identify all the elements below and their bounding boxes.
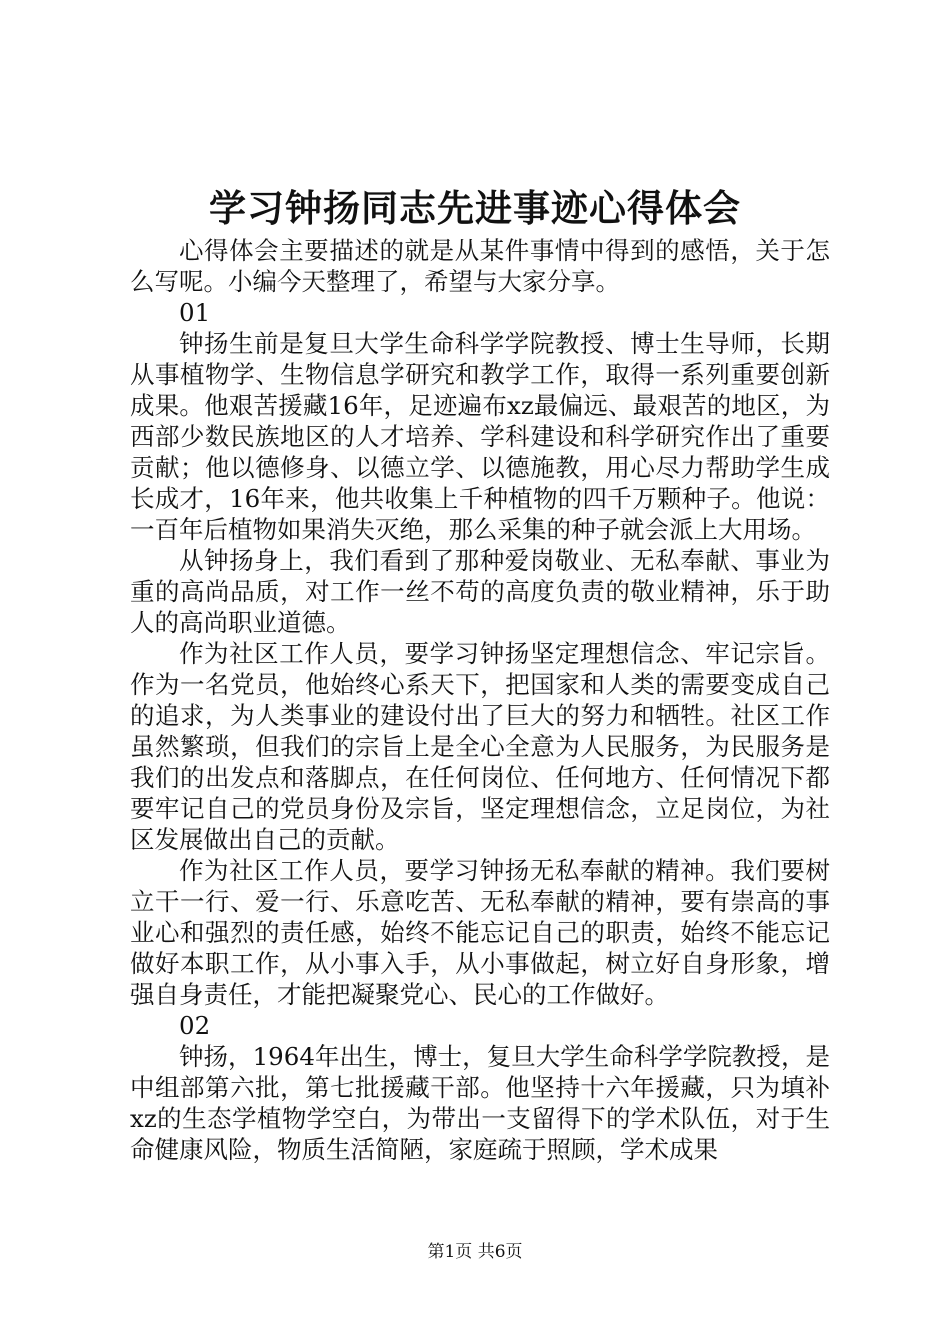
document-body <box>130 235 830 1165</box>
section-number-01: 01 <box>179 298 211 327</box>
paragraph-dedication: 作为社区工作人员，要学习钟扬无私奉献的精神。我们要树立干一行、爱一行、乐意吃苦、无私奉献的精神，要有崇高的事业心和强烈的责任感，始终不能忘记自己的职责，始终不能忘记做好本职工作，从小事入手，从小事做起，树立好自身形象，增强自身责任，才能把凝聚党心、民心的工作做好。 <box>130 856 830 1009</box>
document-title: 学习钟扬同志先进事迹心得体会 <box>209 186 741 230</box>
paragraph-intro: 心得体会主要描述的就是从某件事情中得到的感悟，关于怎么写呢。小编今天整理了，希望与大家分享。 <box>130 236 830 296</box>
page-footer: 第1页 共6页 <box>427 1242 523 1262</box>
paragraph-qualities: 从钟扬身上，我们看到了那种爱岗敬业、无私奉献、事业为重的高尚品质，对工作一丝不苟的高度负责的敬业精神，乐于助人的高尚职业道德。 <box>130 546 830 637</box>
section-number-02: 02 <box>179 1011 211 1040</box>
paragraph-biography: 钟扬生前是复旦大学生命科学学院教授、博士生导师，长期从事植物学、生物信息学研究和教学工作，取得一系列重要创新成果。他艰苦援藏16年，足迹遍布xz最偏远、最艰苦的地区，为西部少数民族地区的人才培养、学科建设和科学研究作出了重要贡献；他以德修身、以德立学、以德施教，用心尽力帮助学生成长成才，16年来，他共收集上千种植物的四千万颗种子。他说：一百年后植物如果消失灭绝，那么采集的种子就会派上大用场。 <box>130 329 830 544</box>
paragraph-ideals: 作为社区工作人员，要学习钟扬坚定理想信念、牢记宗旨。作为一名党员，他始终心系天下，把国家和人类的需要变成自己的追求，为人类事业的建设付出了巨大的努力和牺牲。社区工作虽然繁琐，但我们的宗旨上是全心全意为人民服务，为民服务是我们的出发点和落脚点，在任何岗位、任何地方、任何情况下都要牢记自己的党员身份及宗旨，坚定理想信念，立足岗位，为社区发展做出自己的贡献。 <box>130 639 830 854</box>
paragraph-profile: 钟扬，1964年出生，博士，复旦大学生命科学学院教授，是中组部第六批，第七批援藏干部。他坚持十六年援藏，只为填补xz的生态学植物学空白，为带出一支留得下的学术队伍，对于生命健康风险，物质生活简陋，家庭疏于照顾，学术成果 <box>130 1042 830 1164</box>
